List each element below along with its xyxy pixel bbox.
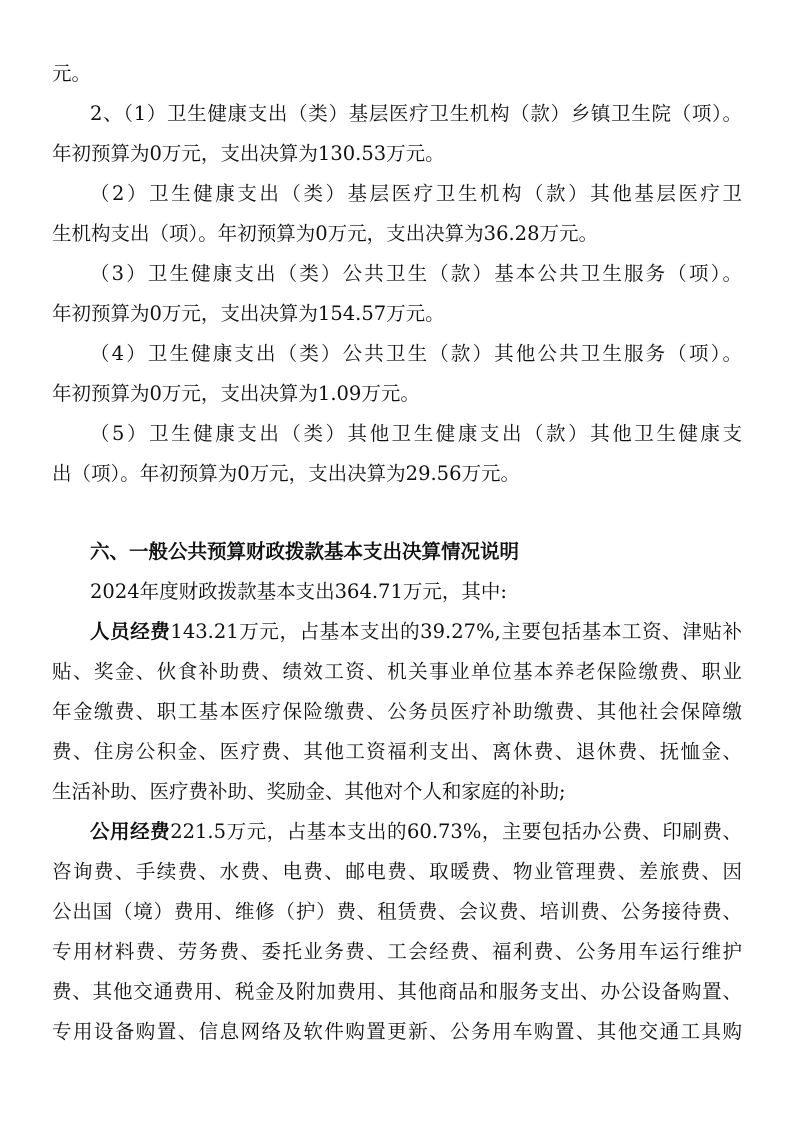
text-line: 公出国（境）费用、维修（护）费、租赁费、会议费、培训费、公务接待费、 [52, 900, 742, 923]
text-line: 出（项）。年初预算为0万元，支出决算为29.56万元。 [52, 462, 520, 485]
text-span: 143.21万元，占基本支出的39.27%,主要包括基本工资、津贴补 [170, 620, 742, 643]
public-expense-label: 公用经费 [90, 820, 171, 843]
text-line: 2、（1）卫生健康支出（类）基层医疗卫生机构（款）乡镇卫生院（项）。 [90, 102, 742, 125]
text-line: （4）卫生健康支出（类）公共卫生（款）其他公共卫生服务（项）。 [90, 342, 742, 365]
text-line [90, 818, 742, 846]
text-line: 年初预算为0万元，支出决算为1.09万元。 [52, 382, 420, 405]
text-line: 年初预算为0万元，支出决算为130.53万元。 [52, 142, 445, 165]
text-line: 贴、奖金、伙食补助费、绩效工资、机关事业单位基本养老保险缴费、职业 [52, 660, 742, 683]
text-span: 221.5万元，占基本支出的60.73%，主要包括办公费、印刷费、 [170, 820, 742, 843]
text-line: （3）卫生健康支出（类）公共卫生（款）基本公共卫生服务（项）。 [90, 262, 742, 285]
personnel-expense-label: 人员经费 [90, 620, 171, 643]
section-heading: 六、一般公共预算财政拨款基本支出决算情况说明 [90, 540, 520, 563]
text-line: 2024年度财政拨款基本支出364.71万元，其中: [90, 580, 507, 603]
text-line: （5）卫生健康支出（类）其他卫生健康支出（款）其他卫生健康支 [90, 422, 742, 445]
text-line: 费、其他交通费用、税金及附加费用、其他商品和服务支出、办公设备购置、 [52, 980, 742, 1003]
text-line: 费、住房公积金、医疗费、其他工资福利支出、离休费、退休费、抚恤金、 [52, 740, 742, 763]
text-line: 元。 [52, 62, 92, 85]
text-line: 生活补助、医疗费补助、奖励金、其他对个人和家庭的补助; [52, 780, 566, 803]
text-line: （2）卫生健康支出（类）基层医疗卫生机构（款）其他基层医疗卫 [90, 182, 742, 205]
text-line: 专用材料费、劳务费、委托业务费、工会经费、福利费、公务用车运行维护 [52, 940, 742, 963]
text-line: 生机构支出（项）。年初预算为0万元，支出决算为36.28万元。 [52, 222, 598, 245]
text-line: 专用设备购置、信息网络及软件购置更新、公务用车购置、其他交通工具购 [52, 1020, 742, 1043]
text-line [90, 618, 742, 646]
text-line: 年金缴费、职工基本医疗保险缴费、公务员医疗补助缴费、其他社会保障缴 [52, 700, 742, 723]
text-line: 咨询费、手续费、水费、电费、邮电费、取暖费、物业管理费、差旅费、因 [52, 860, 742, 883]
text-line: 年初预算为0万元，支出决算为154.57万元。 [52, 302, 445, 325]
